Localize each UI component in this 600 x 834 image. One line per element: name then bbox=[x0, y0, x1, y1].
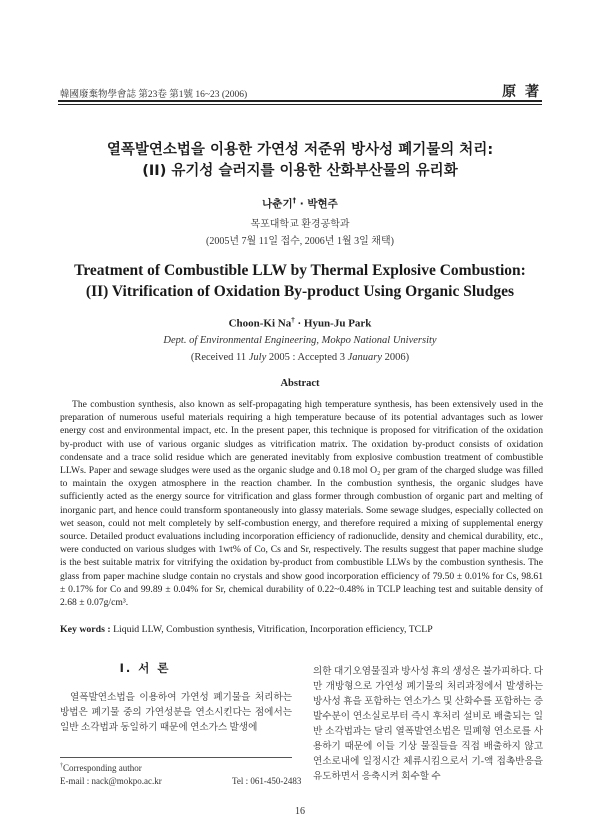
header-rule-thick bbox=[58, 100, 542, 102]
english-title-line2: (II) Vitrification of Oxidation By-product Using Organic Sludges bbox=[85, 283, 515, 300]
received-prefix: (Received 11 bbox=[190, 352, 249, 363]
korean-affiliation: 목포대학교 환경공학과 bbox=[250, 219, 350, 230]
korean-author-2: · 박현주 bbox=[296, 198, 338, 210]
article-type-label: 原 著 bbox=[502, 84, 541, 100]
abstract-heading: Abstract bbox=[280, 378, 320, 389]
korean-authors bbox=[0, 196, 600, 211]
english-authors bbox=[0, 316, 600, 330]
intro-left-column: 열폭발연소법을 이용하여 가연성 폐기물을 처리하는 방법은 폐기물 중의 가연성분을 연소시킨다는 점에서는 일반 소각법과 동일하기 때문에 연소가스 발생에 bbox=[60, 692, 292, 733]
accepted-month: January bbox=[347, 352, 383, 363]
english-received-dates bbox=[0, 352, 600, 363]
keywords-label: Key words : bbox=[60, 624, 111, 635]
footnote-tel: Tel : 061-450-2483 bbox=[232, 776, 302, 786]
footnote-email: E-mail : nack@mokpo.ac.kr bbox=[60, 776, 162, 786]
header-rule-thin bbox=[58, 104, 542, 105]
english-author-2: · Hyun-Ju Park bbox=[294, 317, 372, 330]
received-suffix: 2006) bbox=[382, 352, 410, 363]
abstract-text: The combustion synthesis, also known as self-propagating high temperature synthesis, has been extensively used in the preparation of numerous useful materials requiring a high temperature because of its potential advantages such as lower energy cost and environmental impact, etc. In the present paper, this technique is proposed for vitrification of the oxidation by-product with use of various organic sludges as vitrification matrix. The oxidation by-product consists of oxidation condensate and a trace solid residue which are generated inevitably from explosive combustion treatment of combustible LLWs. Paper and sewage sludges were used as the organic sludge and 0.18 mol O₂ per gram of the charged sludge was filled to maintain the oxygen atmosphere in the reaction chamber. In the combustion synthesis, the organic sludges have sufficiently acted as the energy source for vitrification and glass former through combustion of organic part and melting of inorganic part, and hence could transform spontaneously into glassy materials. Some sewage sludges, especially collected on wet season, could not melt completely by self-combustion energy, and therefore required a mixing of supplemental energy source. Detailed product evaluations including incorporation efficiency of radionuclide, density and chemical durability, etc., were conducted on various sludges with 1wt% of Co, Cs and Sr, respectively. The results suggest that paper machine sludge is the best suitable matrix for vitrifying the oxidation by-product from combustible LLWs by the combustion synthesis. The glass from paper machine sludge contain no crystals and show good incorporation efficiency of 79.50 ± 0.01% for Cs, 98.61 ± 0.17% for Co and 99.89 ± 0.04% for Sr, chemical durability of 0.22~0.48% in TCLP leaching test and suitable density of 2.68 ± 0.07g/cm³. bbox=[60, 399, 543, 609]
english-affiliation: Dept. of Environmental Engineering, Mokpo National University bbox=[163, 335, 437, 346]
section-heading-introduction: I. 서 론 bbox=[119, 661, 171, 675]
keywords-text: Liquid LLW, Combustion synthesis, Vitrification, Incorporation efficiency, TCLP bbox=[110, 624, 433, 635]
english-title-line1: Treatment of Combustible LLW by Thermal Explosive Combustion: bbox=[74, 262, 526, 279]
korean-dates: (2005년 7월 11일 접수, 2006년 1월 3일 채택) bbox=[206, 236, 394, 247]
english-author-1: Choon-Ki Na bbox=[228, 317, 292, 330]
page-number: 16 bbox=[295, 806, 305, 817]
received-month: July bbox=[248, 352, 267, 363]
footnote-rule bbox=[60, 757, 292, 758]
footnote-dagger: † bbox=[60, 763, 63, 769]
korean-title-line2: (II) 유기성 슬러지를 이용한 산화부산물의 유리화 bbox=[142, 163, 458, 179]
received-mid: 2005 : Accepted 3 bbox=[266, 352, 348, 363]
footnote-corresponding bbox=[60, 763, 142, 773]
korean-title-line1: 열폭발연소법을 이용한 가연성 저준위 방사성 폐기물의 처리: bbox=[106, 142, 494, 158]
intro-right-column: 의한 대기오염물질과 방사성 휴의 생성은 불가피하다. 다만 개방형으로 가연성 폐기물의 처리과정에서 발생하는 방사성 휴을 포함하는 연소가스 및 산화수를 포함하는 증발수분이 연소실로부터 즉시 후처리 설비로 배출되는 일반 소각법과는 달리 열폭발연소법은 밀폐형 연소로를 사용하기 때문에 이들 기상 물질들을 직접 배출하지 않고 연소로내에 일정시간 체류시킴으로서 기-액 접촉반응을 유도하면서 응축시켜 회수할 수 bbox=[313, 666, 543, 782]
footnote-corresponding-text: Corresponding author bbox=[63, 763, 142, 773]
journal-citation: 韓國廢棄物學會誌 第23卷 第1號 16~23 (2006) bbox=[60, 90, 248, 100]
english-corresponding-dagger: † bbox=[291, 316, 295, 324]
corresponding-dagger: † bbox=[292, 196, 297, 205]
keywords bbox=[60, 624, 543, 635]
korean-author-1: 나춘기 bbox=[262, 198, 293, 210]
